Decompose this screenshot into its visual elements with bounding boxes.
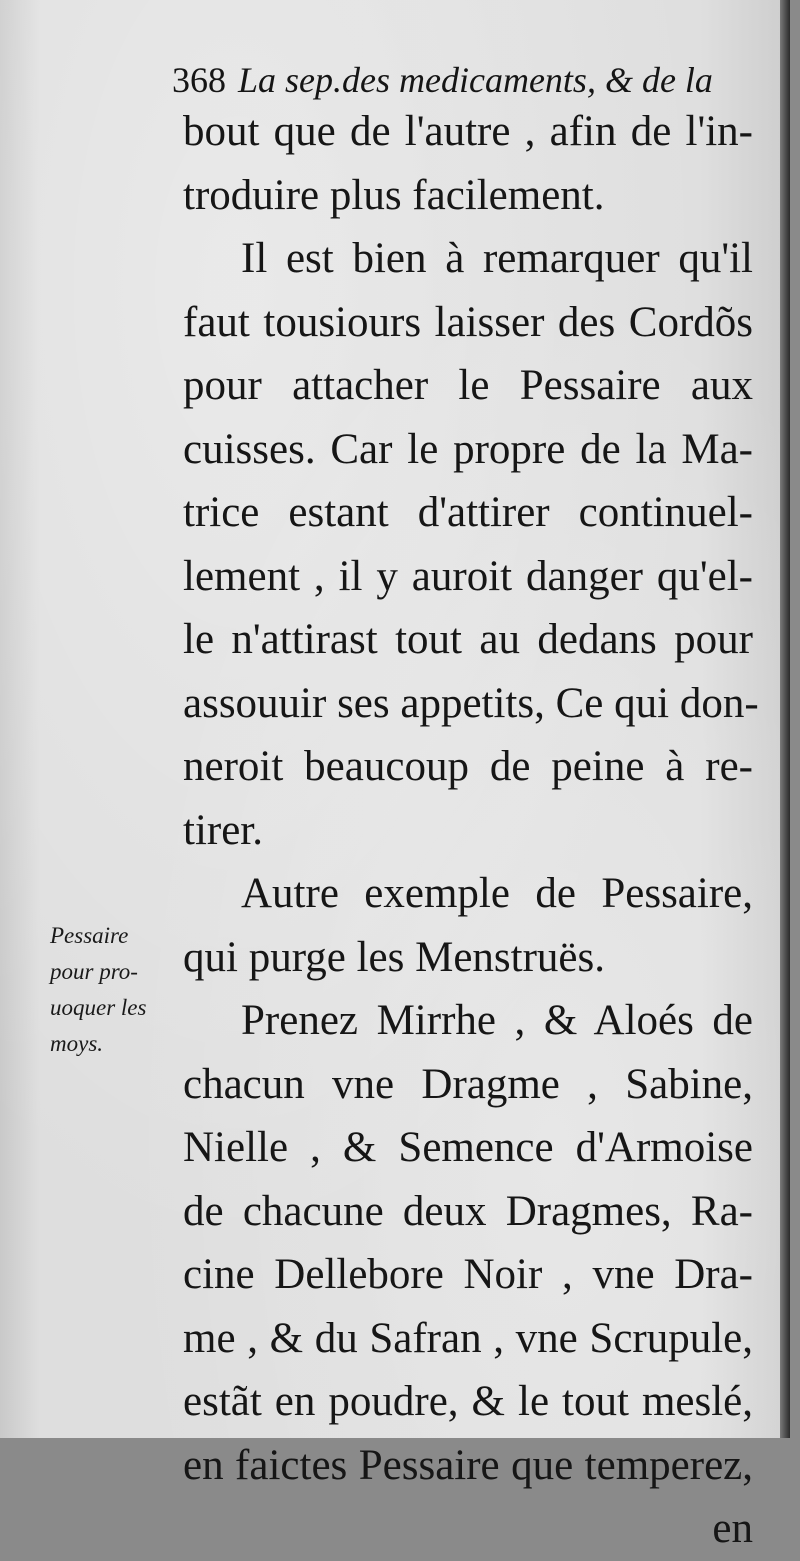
text-line: bout que de l'autre , afin de l'in- xyxy=(183,108,753,155)
text-line: cine Dellebore Noir , vne Dra- xyxy=(183,1251,753,1298)
margin-note-line: uoquer les xyxy=(50,995,147,1020)
text-line: tirer. xyxy=(183,806,263,854)
text-line: lement , il y auroit danger qu'el- xyxy=(183,552,753,600)
text-line: assouuir ses appetits, Ce qui don- xyxy=(183,679,759,727)
text-line: Nielle , & Semence d'Armoise xyxy=(183,1124,753,1171)
margin-note xyxy=(50,918,182,1062)
margin-note-line: pour pro- xyxy=(50,959,138,984)
text-line: me , & du Safran , vne Scrupule, xyxy=(183,1314,753,1362)
page-number: 368 xyxy=(172,60,226,100)
text-line: trice estant d'attirer continuel- xyxy=(183,489,753,536)
running-header xyxy=(172,58,752,102)
page-edge-shadow xyxy=(780,0,790,1438)
section-heading-line: Autre exemple de Pessaire, xyxy=(241,870,753,917)
text-line: en faictes Pessaire que temperez, xyxy=(183,1441,753,1489)
text-line: neroit beaucoup de peine à re- xyxy=(183,743,753,790)
text-line: le n'attirast tout au dedans pour xyxy=(183,616,753,663)
catchword: en xyxy=(712,1505,753,1552)
text-line: Prenez Mirrhe , & Aloés de xyxy=(241,997,753,1044)
text-line: pour attacher le Pessaire aux xyxy=(183,362,753,409)
margin-note-line: moys. xyxy=(50,1031,104,1056)
body-text xyxy=(183,100,759,1561)
text-line: Il est bien à remarquer qu'il xyxy=(241,235,753,282)
section-heading-line: qui purge les Menstruës. xyxy=(183,933,605,981)
text-line: cuisses. Car le propre de la Ma- xyxy=(183,425,753,473)
text-line: estãt en poudre, & le tout meslé, xyxy=(183,1378,753,1425)
text-line: de chacune deux Dragmes, Ra- xyxy=(183,1187,753,1235)
text-line: faut tousiours laisser des Cordõs xyxy=(183,298,753,346)
text-line: chacun vne Dragme , Sabine, xyxy=(183,1060,753,1108)
text-line: troduire plus facilement. xyxy=(183,171,605,219)
margin-note-line: Pessaire xyxy=(50,923,129,948)
running-title: La sep.des medicaments, & de la xyxy=(238,60,713,100)
